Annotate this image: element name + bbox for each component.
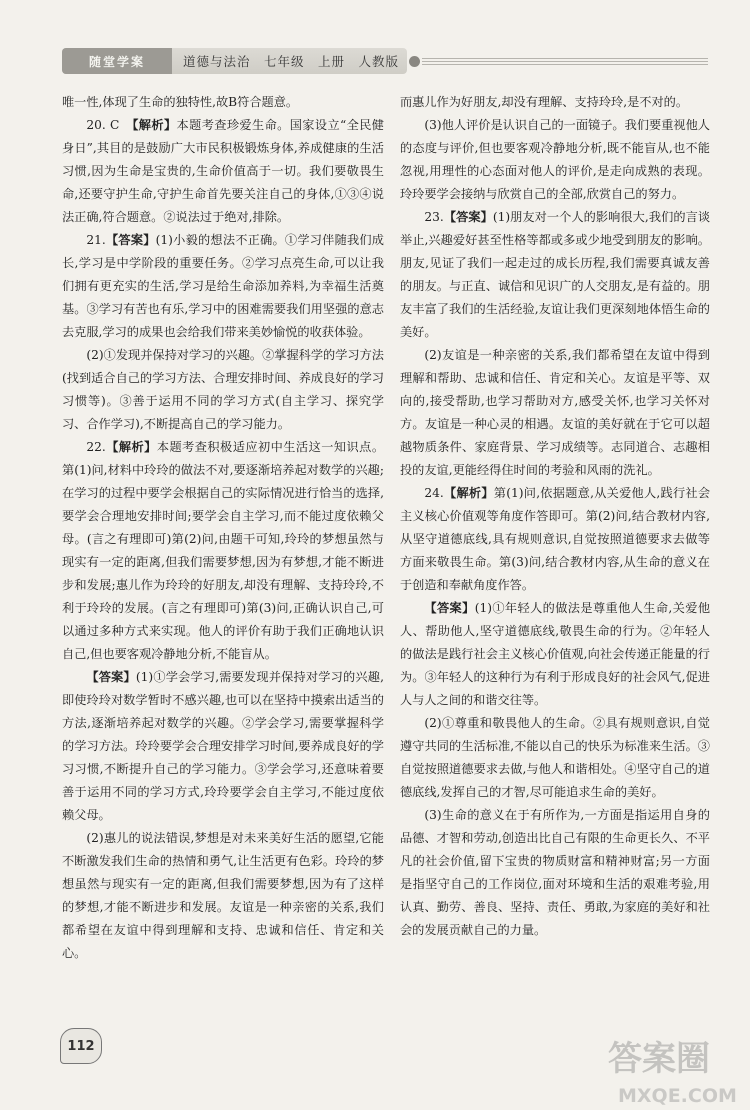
question-number: 20. C bbox=[86, 118, 133, 132]
question-number: 23. bbox=[424, 210, 444, 224]
paragraph-text: 而惠儿作为好朋友,却没有理解、支持玲玲,是不对的。 bbox=[400, 95, 689, 109]
left-column bbox=[62, 91, 384, 965]
paragraph bbox=[400, 804, 710, 942]
answer-tag: 【答案】 bbox=[424, 601, 475, 615]
paragraph bbox=[62, 666, 384, 827]
book-title: 道德与法治 七年级 上册 人教版 bbox=[183, 54, 400, 69]
answer-tag: 【解析】 bbox=[443, 486, 494, 500]
paragraph-text: (2)①尊重和敬畏他人的生命。②具有规则意识,自觉遵守共同的生活标准,不能以自己的快乐为标准来生活。③自觉按照道德要求去做,与他人和谐相处。④坚守自己的道德底线,发挥自己的才智,尽可能追求生命的美好。 bbox=[400, 716, 710, 799]
watermark-cn: 答案圈 bbox=[608, 1039, 710, 1079]
paragraph-text: (3)他人评价是认识自己的一面镜子。我们要重视他人的态度与评价,但也要客观冷静地分析,既不能盲从,也不能忽视,用理性的心态面对他人的评价,是走向成熟的表现。玲玲要学会接纳与欣赏自己的全部,欣赏自己的努力。 bbox=[400, 118, 710, 201]
paragraph-text: (1)小毅的想法不正确。①学习伴随我们成长,学习是中学阶段的重要任务。②学习点亮生命,可以让我们拥有更充实的生活,学习是给生命添加养料,为幸福生活奠基。③学习有苦也有乐,学习中的困难需要我们用坚强的意志去克服,学习的成果也会给我们带来美妙愉悦的收获体验。 bbox=[62, 233, 384, 339]
paragraph bbox=[62, 229, 384, 344]
paragraph bbox=[62, 436, 384, 666]
paragraph-text: (2)友谊是一种亲密的关系,我们都希望在友谊中得到理解和帮助、忠诚和信任、肯定和关心。友谊是平等、双向的,接受帮助,也学习帮助对方,感受关怀,也学习关怀对方。友谊是一种心灵的相遇。友谊的美好就在于它可以超越物质条件、家庭背景、学习成绩等。志同道合、志趣相投的友谊,更能经得住时间的考验和风雨的洗礼。 bbox=[400, 348, 710, 477]
watermark-en: MXQE.COM bbox=[618, 1085, 737, 1107]
header-brand: 随堂学案 bbox=[62, 48, 172, 74]
paragraph-text: 本题考查珍爱生命。国家设立“全民健身日”,其目的是鼓励广大市民积极锻炼身体,养成健康的生活习惯,因为生命是宝贵的,生命价值高于一切。我们要敬畏生命,还要守护生命,守护生命首先要关注自己的身体,①③④说法正确,符合题意。②说法过于绝对,排除。 bbox=[62, 118, 384, 224]
question-number: 24. bbox=[424, 486, 444, 500]
paragraph-text: (1)①学会学习,需要发现并保持对学习的兴趣,即使玲玲对数学暂时不感兴趣,也可以在坚持中摸索出适当的方法,逐渐培养起对数学的兴趣。②学会学习,需要掌握科学的学习方法。玲玲要学会合理安排学习时间,要养成良好的学习习惯,不断提升自己的学习能力。③学会学习,还意味着要善于运用不同的学习方式,玲玲要学会自主学习,不能过度依赖父母。 bbox=[62, 670, 385, 822]
question-number: 22. bbox=[86, 440, 106, 454]
paragraph bbox=[400, 114, 710, 206]
paragraph-text: (1)①年轻人的做法是尊重他人生命,关爱他人、帮助他人,坚守道德底线,敬畏生命的行为。②年轻人的做法是践行社会主义核心价值观,向社会传递正能量的行为。③年轻人的这种行为有利于形成良好的社会风气,促进人与人之间的和谐交往等。 bbox=[400, 601, 711, 707]
paragraph-text: 第(1)问,依据题意,从关爱他人,践行社会主义核心价值观等角度作答即可。第(2)问,结合教材内容,从坚守道德底线,具有规则意识,自觉按照道德要求去做等方面来敬畏生命。第(3)问,结合教材内容,从生命的意义在于创造和奉献角度作答。 bbox=[400, 486, 711, 592]
paragraph-text: 本题考查积极适应初中生活这一知识点。第(1)问,材料中玲玲的做法不对,要逐渐培养起对数学的兴趣;在学习的过程中要学会根据自己的实际情况进行恰当的选择,要学会合理地安排时间;要学会自主学习,而不能过度依赖父母。(言之有理即可)第(2)问,由题干可知,玲玲的梦想虽然与现实有一定的距离,但我们需要梦想,因为有梦想,才能不断进步和发展;惠儿作为玲玲的好朋友,却没有理解、支持玲玲,不利于玲玲的发展。(言之有理即可)第(3)问,正确认识自己,可以通过多种方式来实现。他人的评价有助于我们正确地认识自己,但也要客观冷静地分析,不能盲从。 bbox=[62, 440, 385, 661]
paragraph bbox=[62, 344, 384, 436]
paragraph bbox=[400, 482, 710, 597]
paragraph bbox=[62, 827, 384, 965]
paragraph-text: (2)惠儿的说法错误,梦想是对未来美好生活的愿望,它能不断激发我们生命的热情和勇气,让生活更有色彩。玲玲的梦想虽然与现实有一定的距离,但我们需要梦想,因为有了这样的梦想,才能不断进步和发展。友谊是一种亲密的关系,我们都希望在友谊中得到理解和支持、忠诚和信任、肯定和关心。 bbox=[62, 831, 384, 960]
answer-tag: 【解析】 bbox=[105, 440, 157, 454]
answer-tag: 【解析】 bbox=[132, 118, 177, 132]
paragraph bbox=[400, 206, 710, 344]
paragraph bbox=[62, 114, 384, 229]
paragraph bbox=[400, 344, 710, 482]
paragraph-text: 唯一性,体现了生命的独特性,故B符合题意。 bbox=[62, 95, 299, 109]
paragraph bbox=[62, 91, 384, 114]
right-column bbox=[400, 91, 710, 942]
answer-tag: 【答案】 bbox=[105, 233, 156, 247]
answer-tag: 【答案】 bbox=[443, 210, 493, 224]
answer-tag: 【答案】 bbox=[86, 670, 136, 684]
paragraph bbox=[400, 91, 710, 114]
paragraph bbox=[400, 712, 710, 804]
paragraph-text: (2)①发现并保持对学习的兴趣。②掌握科学的学习方法(找到适合自己的学习方法、合理安排时间、养成良好的学习习惯等)。③善于运用不同的学习方式(自主学习、探究学习、合作学习),不断提高自己的学习能力。 bbox=[62, 348, 384, 431]
page-number: 112 bbox=[60, 1028, 102, 1064]
header-rule bbox=[422, 58, 708, 65]
watermark bbox=[600, 1030, 750, 1110]
paragraph-text: (3)生命的意义在于有所作为,一方面是指运用自身的品德、才智和劳动,创造出比自己有限的生命更长久、不平凡的社会价值,留下宝贵的物质财富和精神财富;另一方面是指坚守自己的工作岗位,面对环境和生活的艰难考验,用认真、勤劳、善良、坚持、责任、勇敢,为家庭的美好和社会的发展贡献自己的力量。 bbox=[400, 808, 710, 937]
watermark-logo-icon bbox=[600, 1030, 750, 1110]
question-number: 21. bbox=[86, 233, 106, 247]
header-dot-icon bbox=[409, 56, 420, 67]
paragraph bbox=[400, 597, 710, 712]
paragraph-text: (1)朋友对一个人的影响很大,我们的言谈举止,兴趣爱好甚至性格等都或多或少地受到朋友的影响。朋友,见证了我们一起走过的成长历程,我们需要真诚友善的朋友。与正直、诚信和见识广的人交朋友,是有益的。朋友丰富了我们的生活经验,友谊让我们更深刻地体悟生命的美好。 bbox=[400, 210, 711, 339]
